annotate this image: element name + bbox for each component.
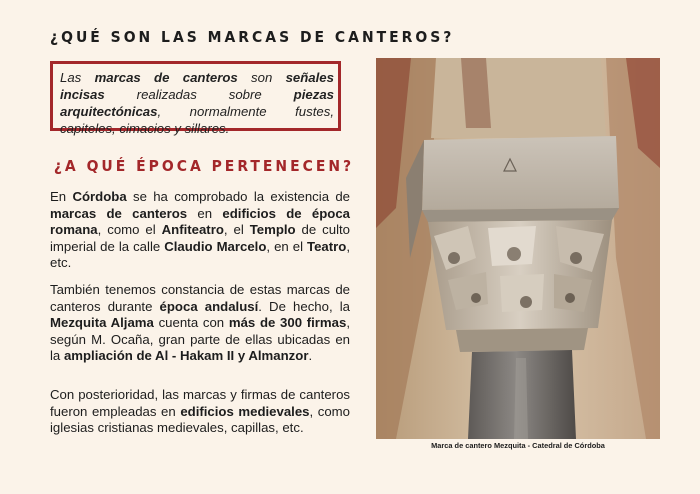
text-run: . (308, 348, 313, 364)
text-run: Con posterioridad, las marcas y firmas de canteros fueron empleadas en (50, 387, 350, 419)
text-run: . De hecho, la (258, 298, 351, 314)
text-run: , en el (266, 238, 307, 254)
text-run: , etc. (50, 238, 350, 271)
bold-text-run: señales incisas (60, 70, 334, 102)
text-run: También tenemos constancia de estas marcas de canteros durante (50, 282, 350, 314)
definition-box (50, 61, 341, 136)
text-run: cuenta con (153, 315, 229, 331)
text-run: , según M. Ocaña, gran parte de ellas ubicadas en la (50, 315, 350, 364)
text-run: se ha comprobado la existencia de (126, 189, 351, 204)
text-run: son (237, 70, 286, 85)
bold-text-run: marcas de canteros (50, 205, 188, 221)
text-run: realizadas sobre (104, 87, 294, 102)
bold-text-run: más de 300 firmas (228, 315, 347, 331)
text-run: En (50, 189, 73, 204)
bold-text-run: Mezquita Aljama (50, 315, 154, 331)
photo-caption: Marca de cantero Mezquita - Catedral de Córdoba (431, 441, 605, 450)
paragraph-medieval-era (50, 387, 350, 437)
text-run: Las (60, 70, 95, 85)
bold-text-run: ampliación de Al - Hakam II y Almanzor (63, 348, 309, 364)
text-run: de culto imperial de la calle (50, 222, 350, 254)
paragraph-andalusi-era (50, 282, 350, 365)
text-run: , como iglesias cristianas medievales, capillas, etc. (50, 403, 351, 436)
text-run: , como el (97, 222, 162, 238)
text-run: , normalmente fustes, capiteles, cimacios y sillares. (60, 104, 334, 136)
bold-text-run: Anfiteatro (161, 222, 224, 238)
bold-text-run: edificios medievales (180, 403, 310, 419)
bold-text-run: Córdoba (72, 189, 127, 204)
text-run: en (187, 205, 223, 221)
bold-text-run: Teatro (307, 238, 347, 254)
bold-text-run: Templo (249, 222, 296, 238)
bold-text-run: marcas de canteros (94, 70, 238, 85)
bold-text-run: Claudio Marcelo (164, 238, 267, 254)
column-capital-illustration (376, 58, 660, 439)
bold-text-run: época andalusí (159, 298, 259, 314)
definition-text (60, 69, 334, 137)
text-run: , el (223, 222, 250, 238)
bold-text-run: piezas arquitectónicas (60, 87, 334, 119)
bold-text-run: edificios de época romana (50, 205, 350, 238)
main-heading: ¿QUÉ SON LAS MARCAS DE CANTEROS? (50, 28, 455, 46)
section-heading: ¿A QUÉ ÉPOCA PERTENECEN? (53, 157, 355, 175)
column-capital-photo (376, 58, 660, 439)
paragraph-roman-era (50, 189, 350, 272)
